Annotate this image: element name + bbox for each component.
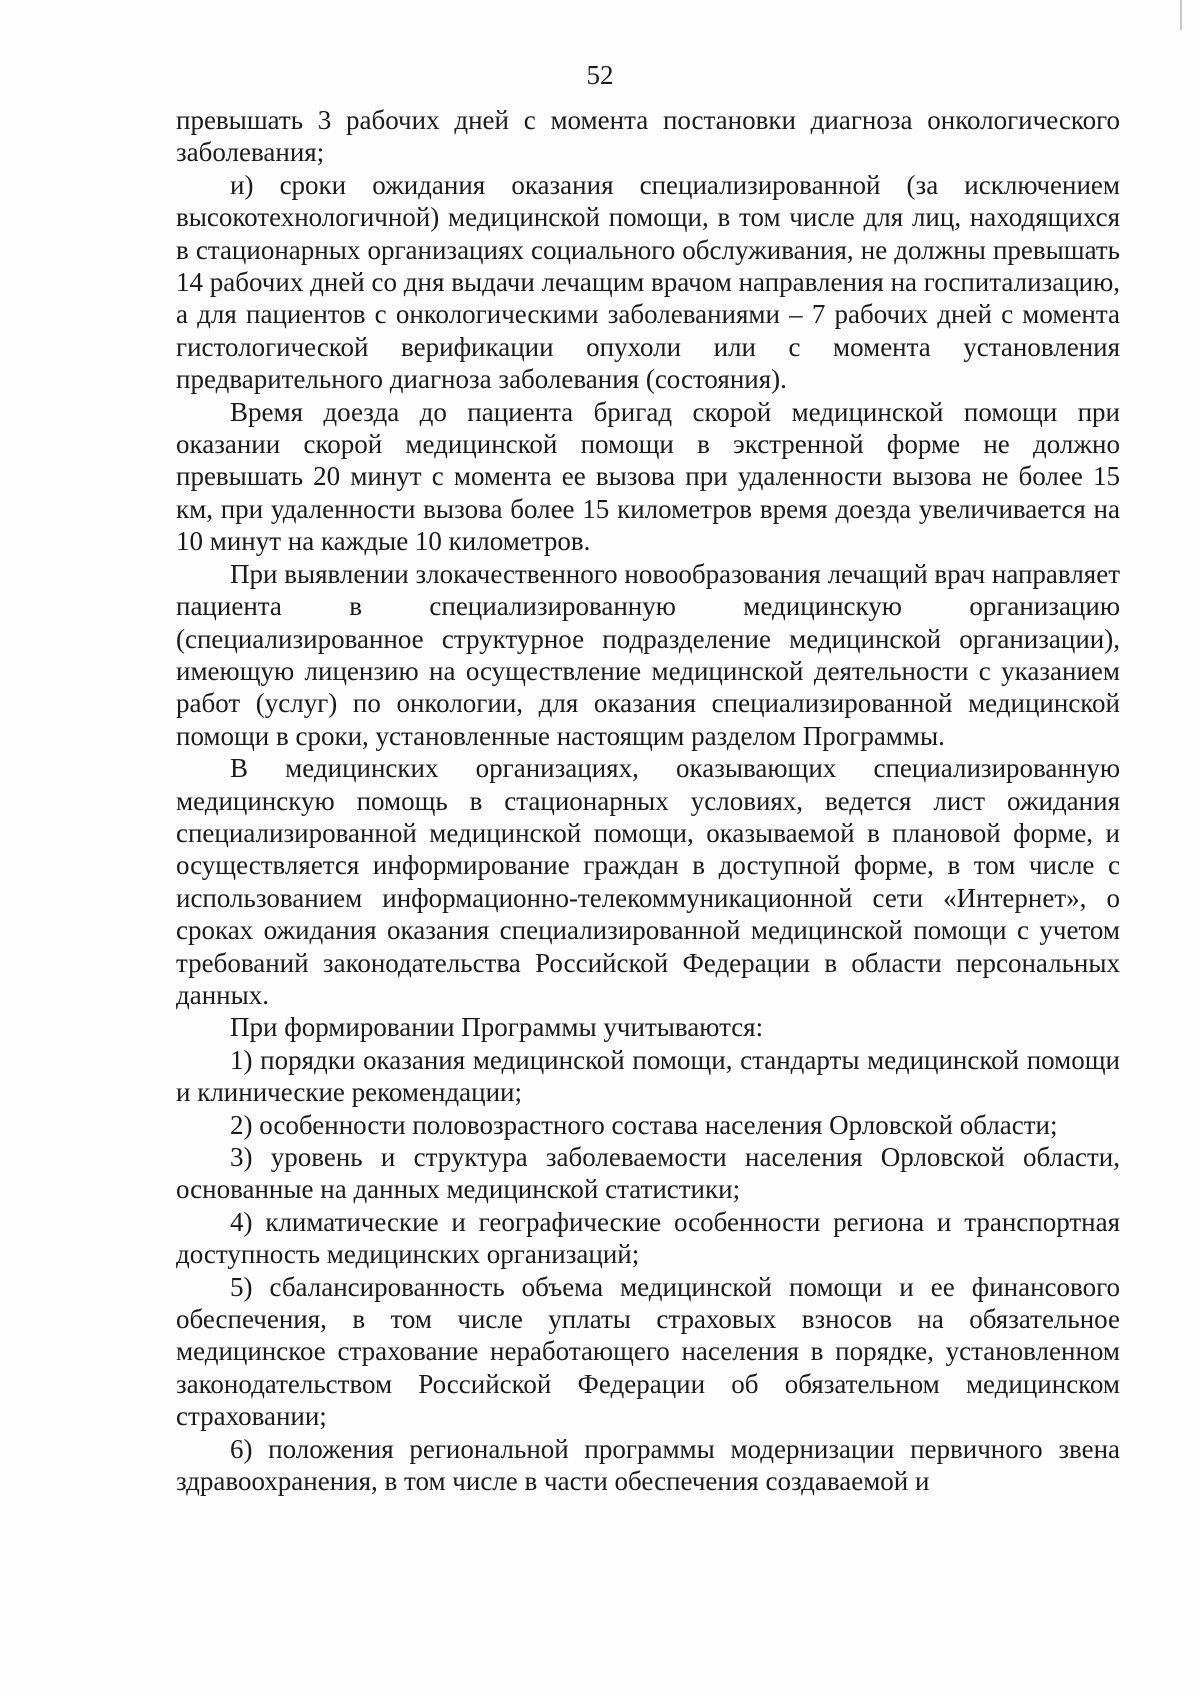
paragraph-ambulance-arrival: Время доезда до пациента бригад скорой медицинской помощи при оказании скорой медицинской помощи в экстренной форме не должно превышать 20 минут с момента ее вызова при удаленности вызова не более 15 км, при удаленности вызова более 15 километров время доезда увеличивается на 10 минут на каждые 10 километров. xyxy=(176,396,1120,557)
document-body xyxy=(176,104,1120,1497)
list-item-3: 3) уровень и структура заболеваемости населения Орловской области, основанные на данных медицинской статистики; xyxy=(176,1142,1120,1205)
list-item-5: 5) сбалансированность объема медицинской помощи и ее финансового обеспечения, в том числе уплаты страховых взносов на обязательное медицинское страхование неработающего населения в порядке, установленном законодательством Российской Федерации об обязательном медицинском страховании; xyxy=(176,1271,1120,1432)
list-item-1: 1) порядки оказания медицинской помощи, стандарты медицинской помощи и клинические рекомендации; xyxy=(176,1044,1120,1108)
paragraph-continuation: превышать 3 рабочих дней с момента постановки диагноза онкологического заболевания; xyxy=(176,105,1120,168)
scan-edge-mark xyxy=(1180,0,1182,30)
paragraph-item-i-waiting-times: и) сроки ожидания оказания специализированной (за исключением высокотехнологичной) медицинской помощи, в том числе для лиц, находящихся в стационарных организациях социального обслуживания, не должны превышать 14 рабочих дней со дня выдачи лечащим врачом направления на госпитализацию, а для пациентов с онкологическими заболеваниями – 7 рабочих дней с момента гистологической верификации опухоли или с момента установления предварительного диагноза заболевания (состояния). xyxy=(176,169,1120,395)
list-item-6: 6) положения региональной программы модернизации первичного звена здравоохранения, в том числе в части обеспечения создаваемой и xyxy=(176,1433,1120,1497)
paragraph-waiting-list: В медицинских организациях, оказывающих специализированную медицинскую помощь в стационарных условиях, ведется лист ожидания специализированной медицинской помощи, оказываемой в плановой форме, и осуществляется информирование граждан в доступной форме, в том числе с использованием информационно-телекоммуникационной сети «Интернет», о сроках ожидания оказания специализированной медицинской помощи с учетом требований законодательства Российской Федерации в области персональных данных. xyxy=(176,753,1120,1010)
paragraph-oncology-referral: При выявлении злокачественного новообразования лечащий врач направляет пациента в специализированную медицинскую организацию (специализированное структурное подразделение медицинской организации), имеющую лицензию на осуществление медицинской деятельности с указанием работ (услуг) по онкологии, для оказания специализированной медицинской помощи в сроки, установленные настоящим разделом Программы. xyxy=(176,558,1120,751)
page-number: 52 xyxy=(586,60,614,90)
list-item-4: 4) климатические и географические особенности региона и транспортная доступность медицинских организаций; xyxy=(176,1206,1120,1270)
list-item-2: 2) особенности половозрастного состава населения Орловской области; xyxy=(230,1109,1058,1140)
paragraph-program-considerations: При формировании Программы учитываются: xyxy=(230,1012,764,1043)
